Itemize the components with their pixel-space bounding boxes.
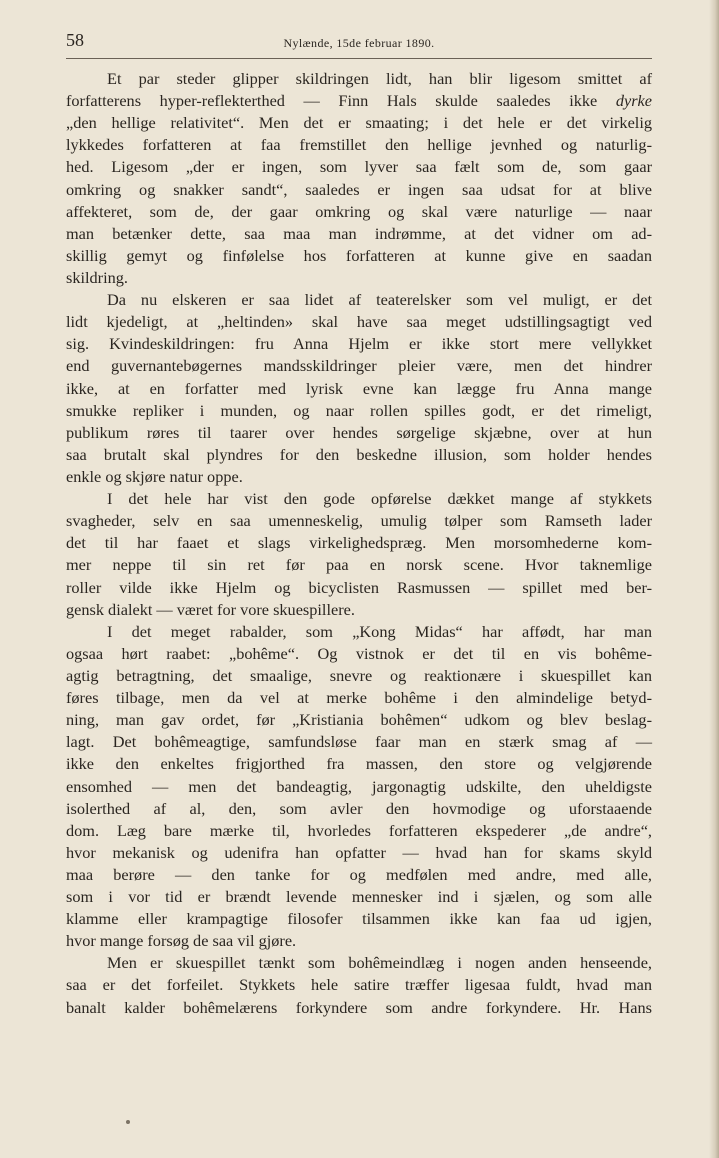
text-line: klamme eller krampagtige filosofer tilsammen ikke kan faa ud igjen, [66, 909, 652, 929]
text-line: agtig betragtning, det smaalige, snevre og reaktionære i skuespillet kan [66, 665, 652, 685]
text-line: lidt kjedeligt, at „heltinden» skal have saa meget udstillingsagtigt ved [66, 312, 652, 332]
text-line: føres tilbage, men da vel at merke bohême i den almindelige betyd- [66, 688, 652, 708]
paragraph [66, 952, 652, 1018]
text-line: isolerthed af al, den, som avler den hovmodige og uforstaaende [66, 798, 652, 818]
running-head: Nylænde, 15de februar 1890. [283, 36, 435, 50]
text-line: enkle og skjøre natur oppe. [66, 466, 243, 486]
page-header [66, 30, 652, 56]
text-line: hed. Ligesom „der er ingen, som lyver saa fælt som de, som gaar [66, 157, 652, 177]
text-line: I det meget rabalder, som „Kong Midas“ har affødt, har man [107, 621, 652, 641]
page-edge-shadow [709, 0, 719, 1158]
text-line: end guvernantebøgernes mandsskildringer pleier være, men det hindrer [66, 356, 652, 376]
text-line: Da nu elskeren er saa lidet af teaterelsker som vel muligt, er det [107, 290, 652, 310]
paragraph [66, 68, 652, 289]
text-line: hvor mekanisk og udenifra han opfatter — hvad han for skams skyld [66, 842, 652, 862]
text-line: lagt. Det bohêmeagtige, samfundsløse faar man en stærk smag af — [66, 732, 652, 752]
text-line: forfatterens hyper-reflekterthed — Finn Hals skulde saaledes ikke dyrke [66, 91, 652, 111]
text-line: ogsaa hørt raabet: „bohême“. Og vistnok er det til en vis bohême- [66, 643, 652, 663]
text-line: skildring. [66, 267, 128, 287]
text-line: mer neppe til sin ret før paa en norsk scene. Hvor taknemlige [66, 555, 652, 575]
text-line: sig. Kvindeskildringen: fru Anna Hjelm er ikke stort mere vellykket [66, 334, 652, 354]
text-line: banalt kalder bohêmelærens forkyndere som andre forkyndere. Hr. Hans [66, 997, 652, 1017]
paragraph [66, 289, 652, 488]
text-line: ning, man gav ordet, før „Kristiania bohêmen“ udkom og blev beslag- [66, 710, 652, 730]
paragraph [66, 488, 652, 621]
header-rule [66, 58, 652, 59]
text-line: saa er det forfeilet. Stykkets hele satire træffer ligesaa fuldt, hvad man [66, 975, 652, 995]
page-number: 58 [66, 30, 84, 50]
text-line: dom. Læg bare mærke til, hvorledes forfatteren ekspederer „de andre“, [66, 820, 652, 840]
text-line: „den hellige relativitet“. Men det er smaating; i det hele er det virkelig [66, 113, 652, 133]
text-line: saa brutalt skal plyndres for den beskedne illusion, som holder hendes [66, 444, 652, 464]
text-line: hvor mange forsøg de saa vil gjøre. [66, 931, 297, 951]
text-line: Et par steder glipper skildringen lidt, han blir ligesom smittet af [107, 69, 652, 88]
text-line: smukke repliker i munden, og naar rollen spilles godt, er det rimeligt, [66, 400, 652, 420]
text-line: det til har faaet et slags virkelighedspræg. Men morsomhederne kom- [66, 533, 652, 553]
text-line: omkring og snakker sandt“, saaledes er ingen saa udsat for at blive [66, 179, 652, 199]
text-line: publikum røres til taarer over hendes sørgelige skjæbne, over at hun [66, 422, 652, 442]
text-line: lykkedes forfatteren at faa fremstillet den hellige jevnhed og naturlig- [66, 135, 652, 155]
paper-speck [126, 1120, 130, 1124]
text-line: affekteret, som de, der gaar omkring og skal være naturlige — naar [66, 201, 652, 221]
text-line: som i vor tid er brændt levende mennesker ind i sjælen, og som alle [66, 887, 652, 907]
text-line: ikke den enkeltes frigjorthed fra massen, den store og velgjørende [66, 754, 652, 774]
text-line: ikke, at en forfatter med lyrisk evne kan lægge fru Anna mange [66, 378, 652, 398]
text-line: svagheder, selv en saa umenneskelig, umulig tølper som Ramseth lader [66, 511, 652, 531]
text-line: skillig gemyt og finfølelse hos forfatteren at kunne give en saadan [66, 245, 652, 265]
body-text [66, 68, 652, 1019]
text-line: man betænker dette, saa maa man indrømme, at det vidner om ad- [66, 223, 652, 243]
text-line: Men er skuespillet tænkt som bohêmeindlæg i nogen anden henseende, [107, 953, 652, 973]
text-line: roller vilde ikke Hjelm og bicyclisten Rasmussen — spillet med ber- [66, 577, 652, 597]
text-line: gensk dialekt — været for vore skuespillere. [66, 599, 355, 619]
text-line: ensomhed — men det bandeagtig, jargonagtig udskilte, den uheldigste [66, 776, 652, 796]
text-line: I det hele har vist den gode opførelse dækket mange af stykkets [107, 489, 652, 509]
paragraph [66, 621, 652, 953]
emphasis: dyrke [615, 91, 652, 111]
text-line: maa berøre — den tanke for og medfølen med andre, med alle, [66, 864, 652, 884]
